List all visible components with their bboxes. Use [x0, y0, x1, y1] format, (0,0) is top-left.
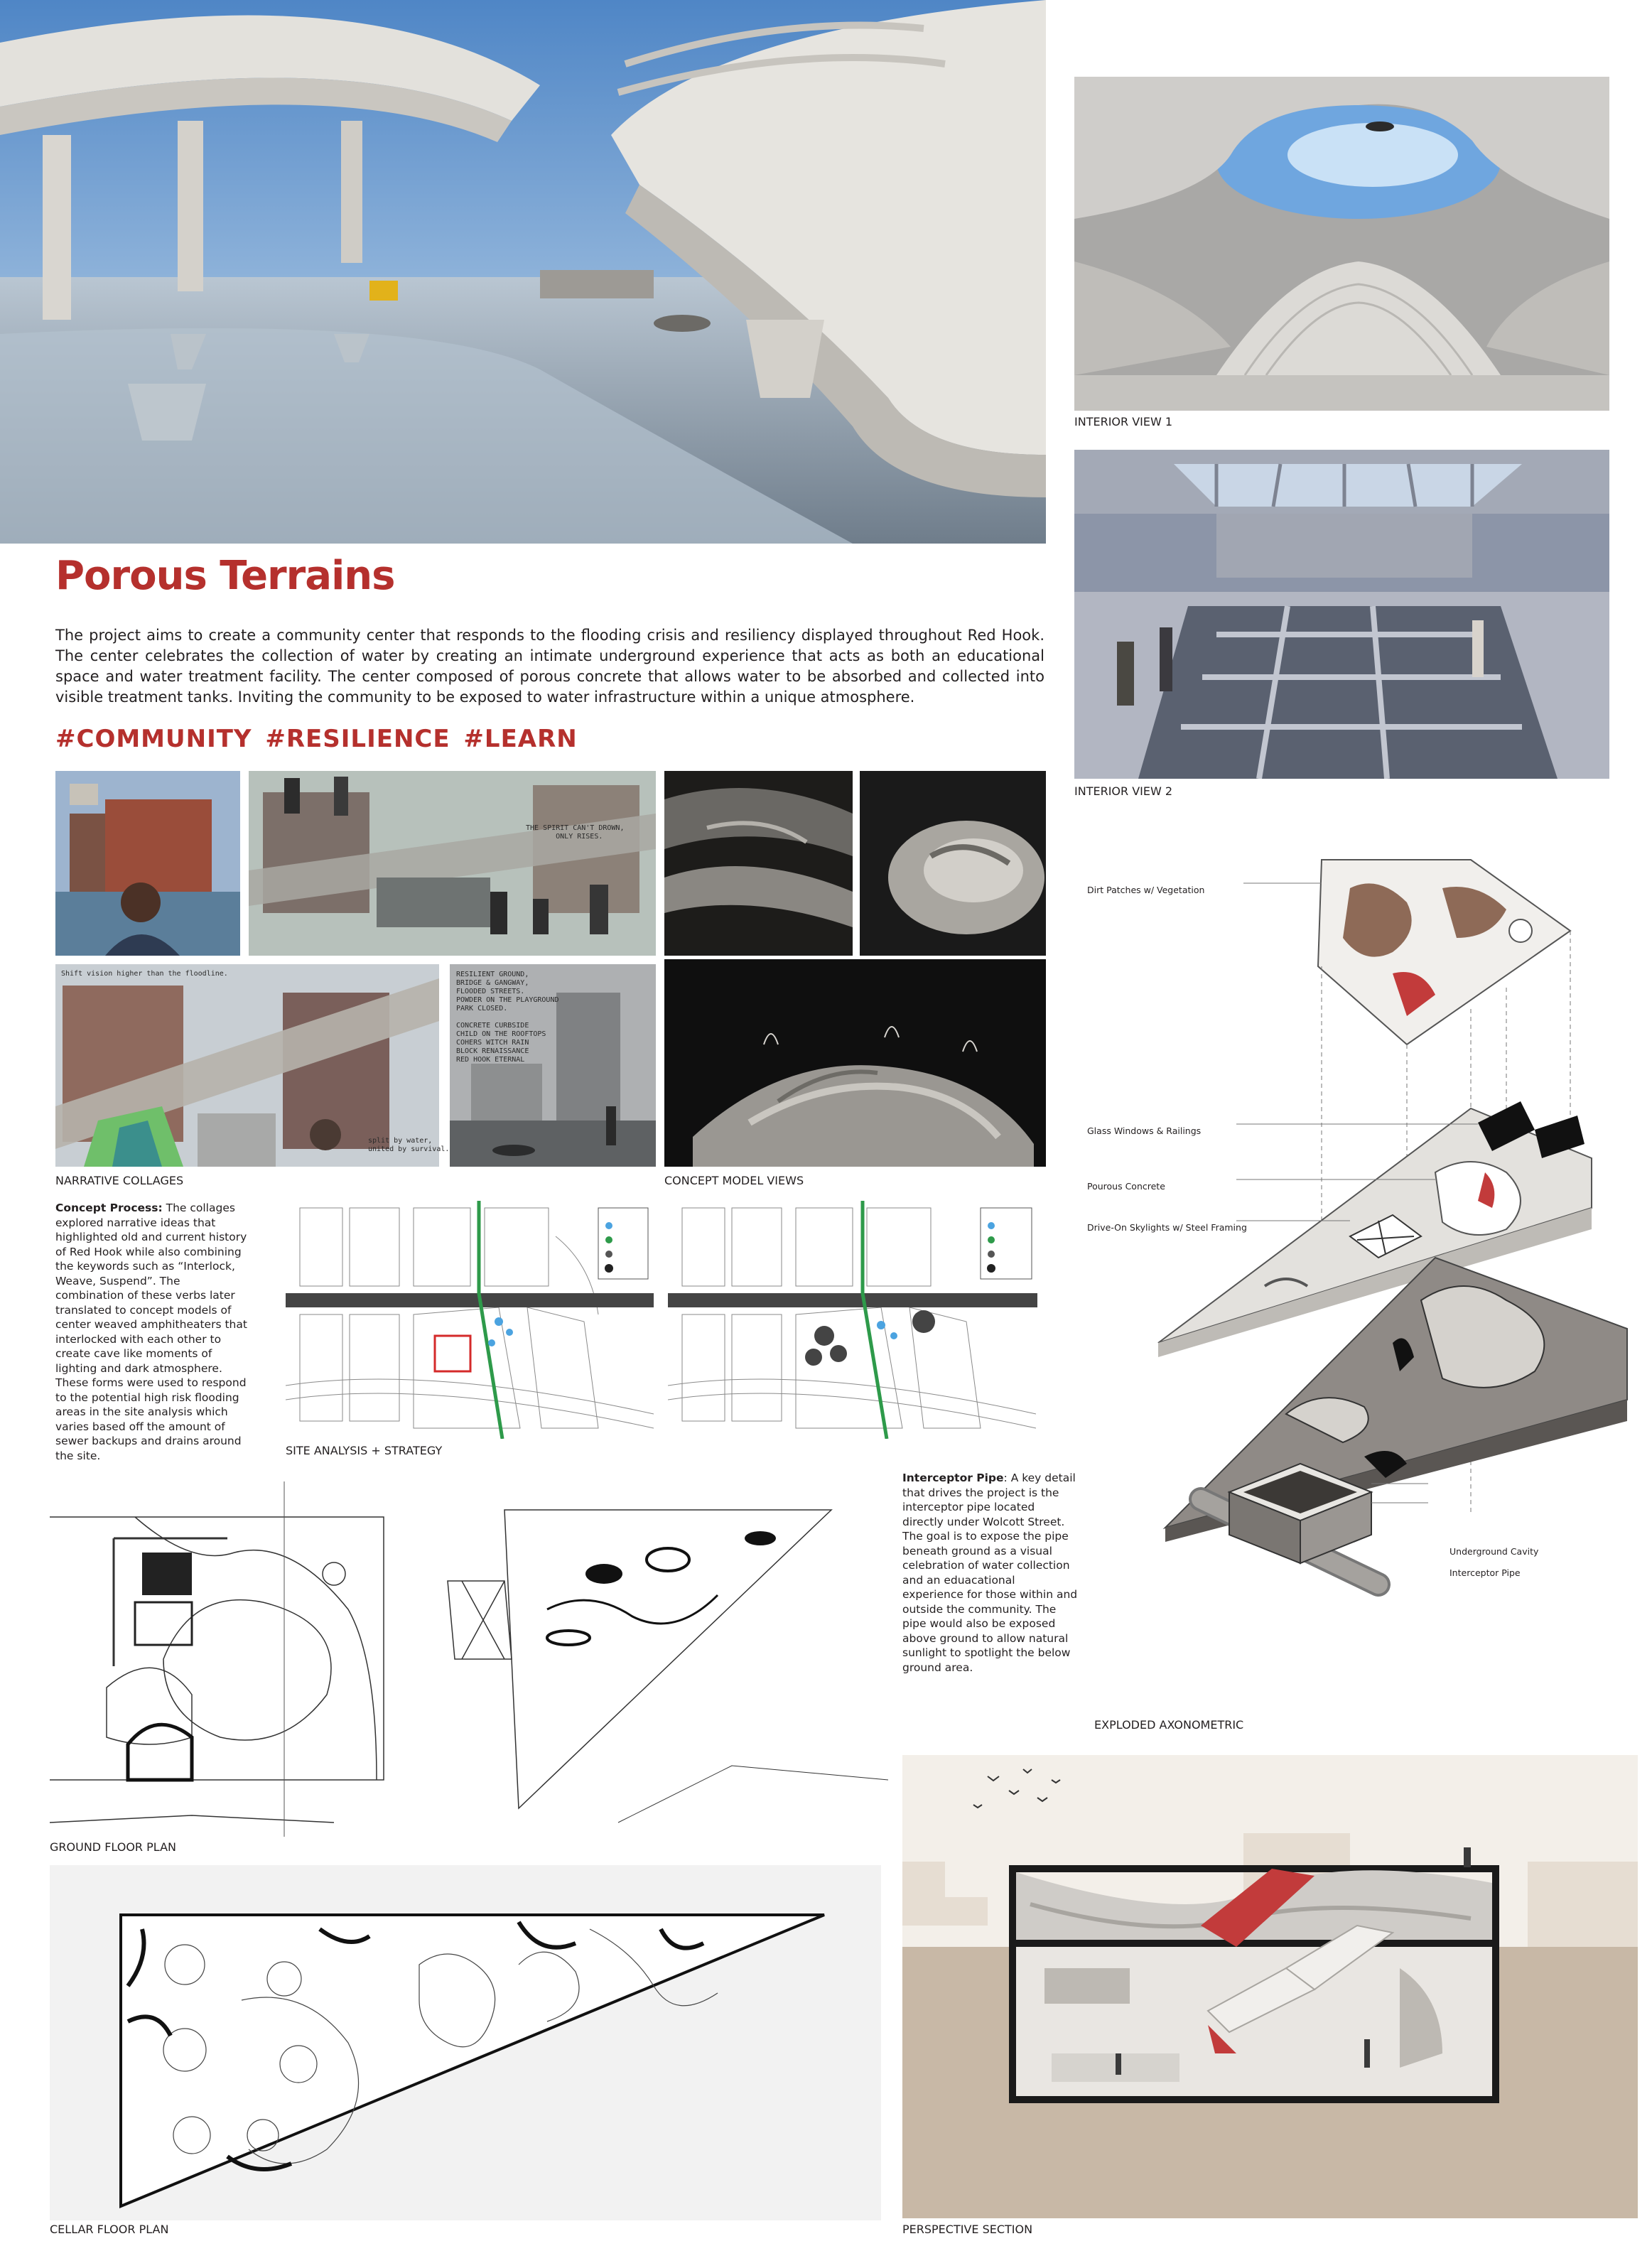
collage-text-split: split by water, united by survival.	[368, 1137, 450, 1153]
interior-view-1-caption: INTERIOR VIEW 1	[1074, 415, 1173, 428]
collage-flood-child	[55, 771, 240, 956]
collage-text-shift: Shift vision higher than the floodline.	[61, 970, 228, 978]
collage-street-protest	[249, 771, 656, 956]
narrative-collages-caption: NARRATIVE COLLAGES	[55, 1174, 184, 1187]
interceptor-pipe-text	[902, 1471, 1079, 1675]
axon-label-concrete: Pourous Concrete	[1087, 1181, 1165, 1192]
concept-models-caption: CONCEPT MODEL VIEWS	[664, 1174, 804, 1187]
cellar-floor-plan-caption: CELLAR FLOOR PLAN	[50, 2223, 169, 2236]
exploded-axonometric-caption: EXPLODED AXONOMETRIC	[1094, 1718, 1244, 1732]
site-strategy-map	[668, 1201, 1037, 1439]
ground-floor-plan	[50, 1481, 888, 1837]
interior-view-2-caption: INTERIOR VIEW 2	[1074, 784, 1173, 798]
axon-label-pipe: Interceptor Pipe	[1449, 1567, 1521, 1578]
axon-label-dirt: Dirt Patches w/ Vegetation	[1087, 885, 1205, 895]
collage-text-poem: RESILIENT GROUND, BRIDGE & GANGWAY, FLOODED STREETS. POWDER ON THE PLAYGROUND PARK CLOSED. CONCRETE CURBSIDE CHILD ON THE ROOFTOPS COHERS WITCH RAIN BLOCK RENAISSANCE RED HOOK ETERNAL	[456, 971, 559, 1064]
ground-floor-plan-caption: GROUND FLOOR PLAN	[50, 1840, 176, 1854]
concept-process-text	[55, 1201, 252, 1463]
site-analysis-map	[286, 1201, 654, 1439]
concept-model-2	[860, 771, 1046, 956]
project-title: Porous Terrains	[55, 553, 395, 599]
collage-text-spirit: THE SPIRIT CAN'T DROWN, ONLY RISES.	[526, 824, 625, 841]
concept-process-body: The collages explored narrative ideas that highlighted old and current history of Red Hook while also combining the keywords such as “Interlock, Weave, Suspend”. The combination of these verbs later translated to concept models of center weaved amphitheaters that interlocked with each other to create cave like moments of lighting and dark atmosphere. These forms were used to respond to the potential high risk flooding areas in the site analysis which varies based off the amount of sewer backups and drains around the site.	[55, 1202, 247, 1462]
interior-view-1-image	[1074, 77, 1609, 411]
perspective-section	[902, 1755, 1638, 2218]
perspective-section-caption: PERSPECTIVE SECTION	[902, 2223, 1033, 2236]
site-analysis-caption: SITE ANALYSIS + STRATEGY	[286, 1444, 443, 1457]
concept-model-1	[664, 771, 853, 956]
axon-label-glass: Glass Windows & Railings	[1087, 1125, 1202, 1136]
interceptor-pipe-body: : A key detail that drives the project is the interceptor pipe located directly under Wolcott Street. The goal is to expose the pipe beneath ground as a visual celebration of water collection and an eduacational experience for those within and outside the community. The pipe would also be exposed above ground to allow natural sunlight to spotlight the below ground area.	[902, 1472, 1078, 1674]
exploded-axonometric	[1137, 831, 1634, 1712]
concept-model-3	[664, 959, 1046, 1167]
concept-process-label: Concept Process:	[55, 1202, 163, 1214]
project-hashtags: #COMMUNITY #RESILIENCE #LEARN	[55, 725, 578, 753]
project-description: The project aims to create a community center that responds to the flooding crisis and resiliency displayed throughout Red Hook. The center celebrates the collection of water by creating an intimate underground experience that acts as both an educational space and water treatment facility. The center composed of porous concrete that allows water to be absorbed and collected into visible treatment tanks. Inviting the community to be exposed to water infrastructure within a unique atmosphere.	[55, 627, 1044, 706]
axon-label-skylights: Drive-On Skylights w/ Steel Framing	[1087, 1222, 1247, 1233]
cellar-floor-plan	[50, 1865, 881, 2220]
interceptor-pipe-label: Interceptor Pipe	[902, 1472, 1004, 1484]
axon-label-cavity: Underground Cavity	[1449, 1546, 1539, 1557]
hero-render	[0, 0, 1046, 544]
interior-view-2-image	[1074, 450, 1609, 779]
